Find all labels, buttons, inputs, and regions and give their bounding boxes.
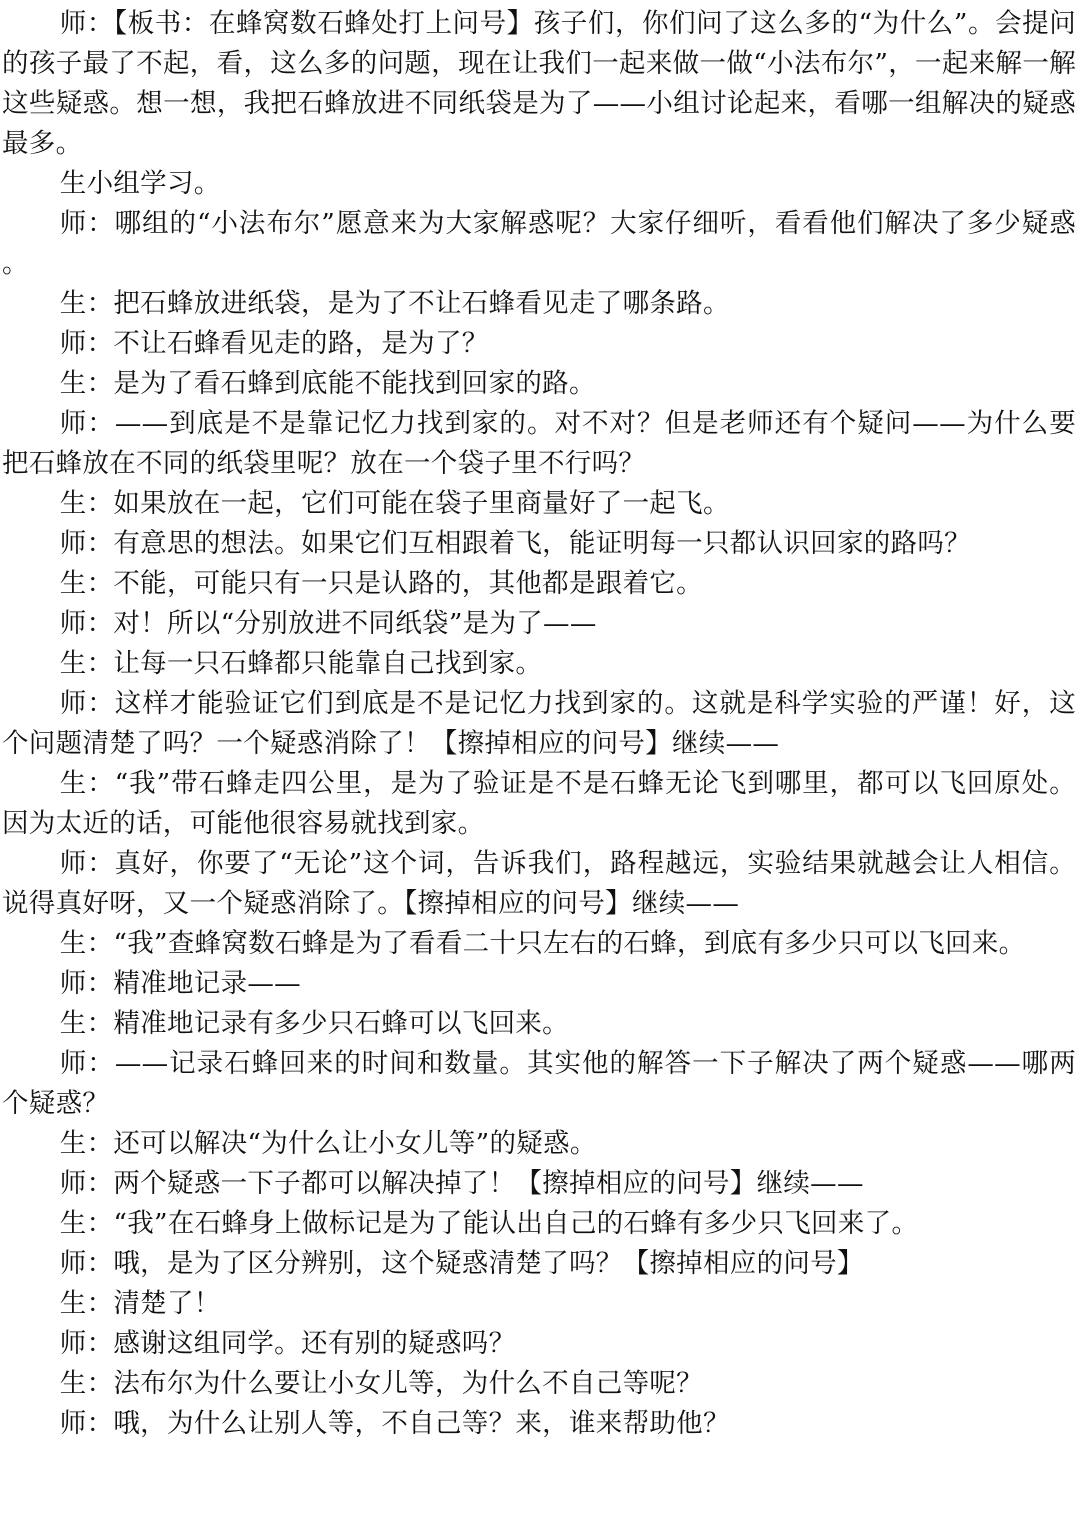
paragraph-student-find-home: 生：是为了看石蜂到底能不能找到回家的路。 <box>59 368 596 399</box>
paragraph-teacher-both-solved: 师：两个疑惑一下子都可以解决掉了！【擦掉相应的问号】继续—— <box>59 1168 864 1199</box>
paragraph-teacher-ask-group: 师：哪组的“小法布尔”愿意来为大家解惑呢？大家仔细听，看看他们解决了多少疑惑。 <box>2 208 1076 279</box>
paragraph-teacher-two-doubts: 师：——记录石蜂回来的时间和数量。其实他的解答一下子解决了两个疑惑——哪两个疑惑？ <box>2 1048 1076 1119</box>
paragraph-teacher-distinguish: 师：哦，是为了区分辨别，这个疑惑清楚了吗？【擦掉相应的问号】 <box>59 1248 864 1279</box>
paragraph-teacher-different-bags: 师：——到底是不是靠记忆力找到家的。对不对？但是老师还有个疑问——为什么要把石蜂放在不同的纸袋里呢？放在一个袋子里不行吗？ <box>2 408 1076 479</box>
paragraph-teacher-follow-question: 师：有意思的想法。如果它们互相跟着飞，能证明每一只都认识回家的路吗？ <box>59 528 971 559</box>
paragraph-student-clear: 生：清楚了！ <box>59 1288 221 1319</box>
paragraph-teacher-thanks: 师：感谢这组同学。还有别的疑惑吗？ <box>59 1328 516 1359</box>
paragraph-teacher-separate-bags: 师：对！所以“分别放进不同纸袋”是为了—— <box>59 608 597 639</box>
paragraph-student-each-alone: 生：让每一只石蜂都只能靠自己找到家。 <box>59 648 543 679</box>
paragraph-student-paper-bag: 生：把石蜂放进纸袋，是为了不让石蜂看见走了哪条路。 <box>59 288 730 319</box>
paragraph-teacher-who-helps: 师：哦，为什么让别人等，不自己等？来，谁来帮助他？ <box>59 1408 730 1439</box>
paragraph-teacher-rigorous-experiment: 师：这样才能验证它们到底是不是记忆力找到家的。这就是科学实验的严谨！好，这个问题清楚了吗？一个疑惑消除了！【擦掉相应的问号】继续—— <box>2 688 1076 759</box>
paragraph-teacher-why-hide-path: 师：不让石蜂看见走的路，是为了？ <box>59 328 489 359</box>
paragraph-student-only-one-knows: 生：不能，可能只有一只是认路的，其他都是跟着它。 <box>59 568 703 599</box>
paragraph-student-count-bees: 生：“我”查蜂窝数石蜂是为了看看二十只左右的石蜂，到底有多少只可以飞回来。 <box>59 928 1026 959</box>
paragraph-group-study: 生小组学习。 <box>59 168 221 199</box>
paragraph-student-why-not-self: 生：法布尔为什么要让小女儿等，为什么不自己等呢？ <box>59 1368 703 1399</box>
paragraph-student-daughter-wait: 生：还可以解决“为什么让小女儿等”的疑惑。 <box>59 1128 597 1159</box>
paragraph-teacher-blackboard-intro: 师：【板书：在蜂窝数石蜂处打上问号】孩子们，你们问了这么多的“为什么”。会提问的孩子最了不起，看，这么多的问题，现在让我们一起来做一做“小法布尔”，一起来解一解这些疑惑。想一想，我把石蜂放进不同纸袋是为了——小组讨论起来，看哪一组解决的疑惑最多。 <box>2 8 1076 159</box>
paragraph-student-marking: 生：“我”在石蜂身上做标记是为了能认出自己的石蜂有多少只飞回来了。 <box>59 1208 919 1239</box>
paragraph-student-four-km: 生：“我”带石蜂走四公里，是为了验证是不是石蜂无论飞到哪里，都可以飞回原处。因为太近的话，可能他很容易就找到家。 <box>2 768 1076 839</box>
paragraph-teacher-precise-record: 师：精准地记录—— <box>59 968 301 999</box>
document-page <box>2 4 1076 1444</box>
paragraph-teacher-wulun: 师：真好，你要了“无论”这个词，告诉我们，路程越远，实验结果就越会让人相信。说得真好呀，又一个疑惑消除了。【擦掉相应的问号】继续—— <box>2 848 1076 919</box>
paragraph-student-fly-together: 生：如果放在一起，它们可能在袋子里商量好了一起飞。 <box>59 488 730 519</box>
paragraph-student-precise-record: 生：精准地记录有多少只石蜂可以飞回来。 <box>59 1008 569 1039</box>
